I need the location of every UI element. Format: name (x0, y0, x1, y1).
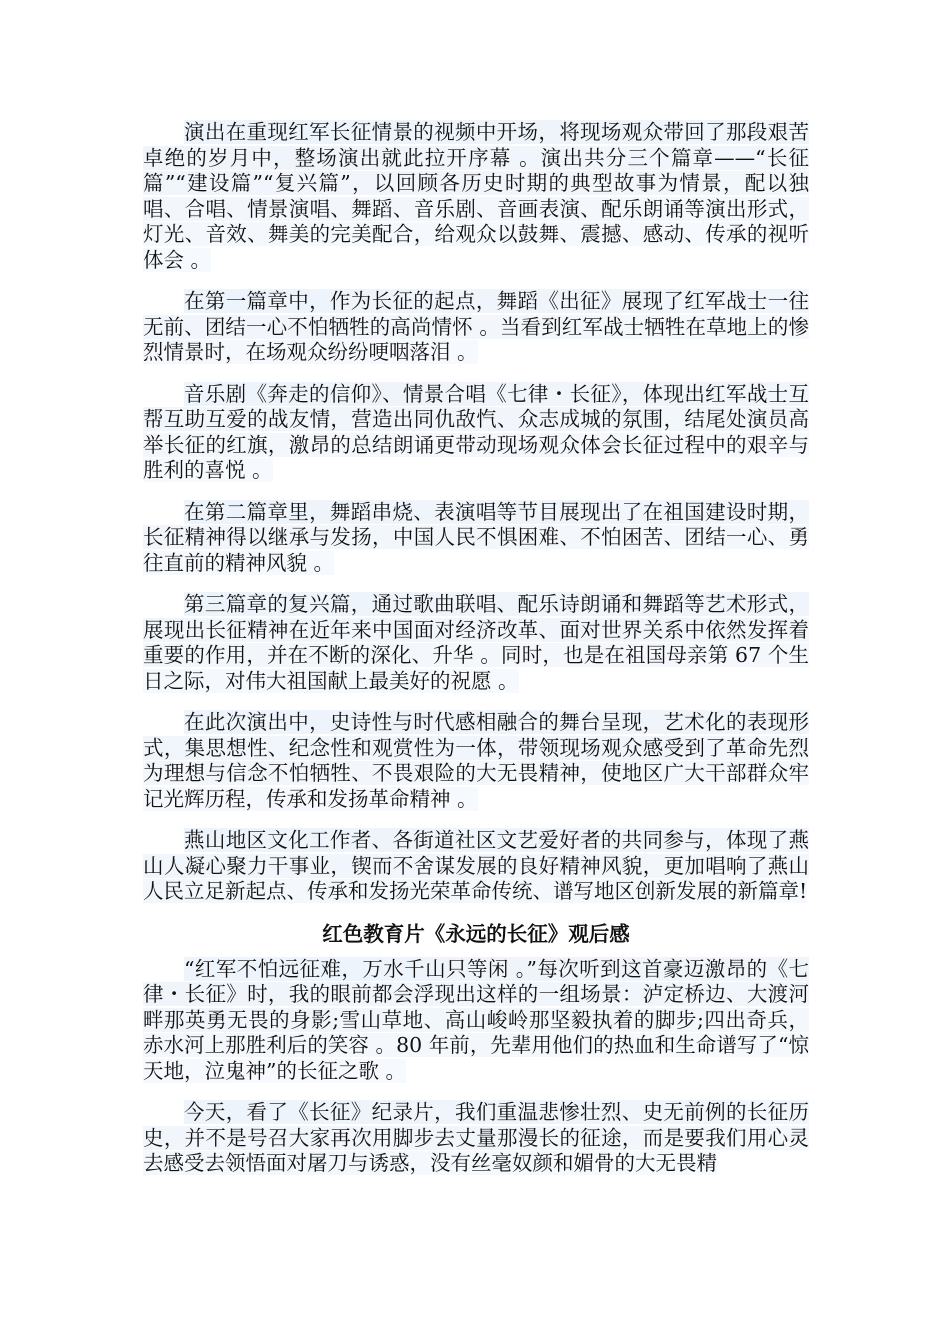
paragraph-musical: 音乐剧《奔走的信仰》、情景合唱《七律・长征》，体现出红军战士互帮互助互爱的战友情，营造出同仇敌忾、众志成城的氛围，结尾处演员高举长征的红旗，激昂的总结朗诵更带动现场观众体会长征过程中的艰辛与胜利的喜悦 。 (143, 381, 809, 482)
paragraph-poem-intro: “红军不怕远征难，万水千山只等闲 。”每次听到这首豪迈激昂的《七律・长征》时，我的眼前都会浮现出这样的一组场景：泸定桥边、大渡河畔那英勇无畏的身影;雪山草地、高山峻岭那坚毅执着的脚步;四出奇兵，赤水河上那胜利后的笑容 。80 年前，先辈用他们的热血和生命谱写了“惊天地，泣鬼神”的长征之歌 。 (143, 956, 809, 1083)
paragraph-opening: 演出在重现红军长征情景的视频中开场，将现场观众带回了那段艰苦卓绝的岁月中，整场演出就此拉开序幕 。演出共分三个篇章——“长征篇”“建设篇”“复兴篇”，以回顾各历史时期的典型故事为情景，配以独唱、合唱、情景演唱、舞蹈、音乐剧、音画表演、配乐朗诵等演出形式，灯光、音效、舞美的完美配合，给观众以鼓舞、震撼、感动、传承的视听体会 。 (143, 120, 809, 272)
paragraph-chapter-one: 在第一篇章中，作为长征的起点，舞蹈《出征》展现了红军战士一往无前、团结一心不怕牺牲的高尚情怀 。当看到红军战士牺牲在草地上的惨烈情景时，在场观众纷纷哽咽落泪 。 (143, 289, 809, 364)
paragraph-performance-summary: 在此次演出中，史诗性与时代感相融合的舞台呈现，艺术化的表现形式，集思想性、纪念性和观赏性为一体，带领现场观众感受到了革命先烈为理想与信念不怕牺牲、不畏艰险的大无畏精神，使地区广大干部群众牢记光辉历程，传承和发扬革命精神 。 (143, 710, 809, 811)
document-page (143, 120, 809, 1193)
paragraph-yanshan: 燕山地区文化工作者、各街道社区文艺爱好者的共同参与，体现了燕山人凝心聚力干事业，锲而不舍谋发展的良好精神风貌，更加唱响了燕山人民立足新起点、传承和发扬光荣革命传统、谱写地区创新发展的新篇章! (143, 828, 809, 903)
paragraph-chapter-two: 在第二篇章里，舞蹈串烧、表演唱等节目展现出了在祖国建设时期，长征精神得以继承与发扬，中国人民不惧困难、不怕困苦、团结一心、勇往直前的精神风貌 。 (143, 499, 809, 575)
section-title: 红色教育片《永远的长征》观后感 (322, 921, 630, 946)
paragraph-chapter-three: 第三篇章的复兴篇，通过歌曲联唱、配乐诗朗诵和舞蹈等艺术形式，展现出长征精神在近年来中国面对经济改革、面对世界关系中依然发挥着重要的作用，并在不断的深化、升华 。同时，也是在祖国母亲第 67 个生日之际，对伟大祖国献上最美好的祝愿 。 (143, 592, 809, 693)
paragraph-documentary: 今天，看了《长征》纪录片，我们重温悲惨壮烈、史无前例的长征历史，并不是号召大家再次用脚步去丈量那漫长的征途，而是要我们用心灵去感受去领悟面对屠刀与诱惑，没有丝毫奴颜和媚骨的大无畏精 (143, 1100, 809, 1175)
